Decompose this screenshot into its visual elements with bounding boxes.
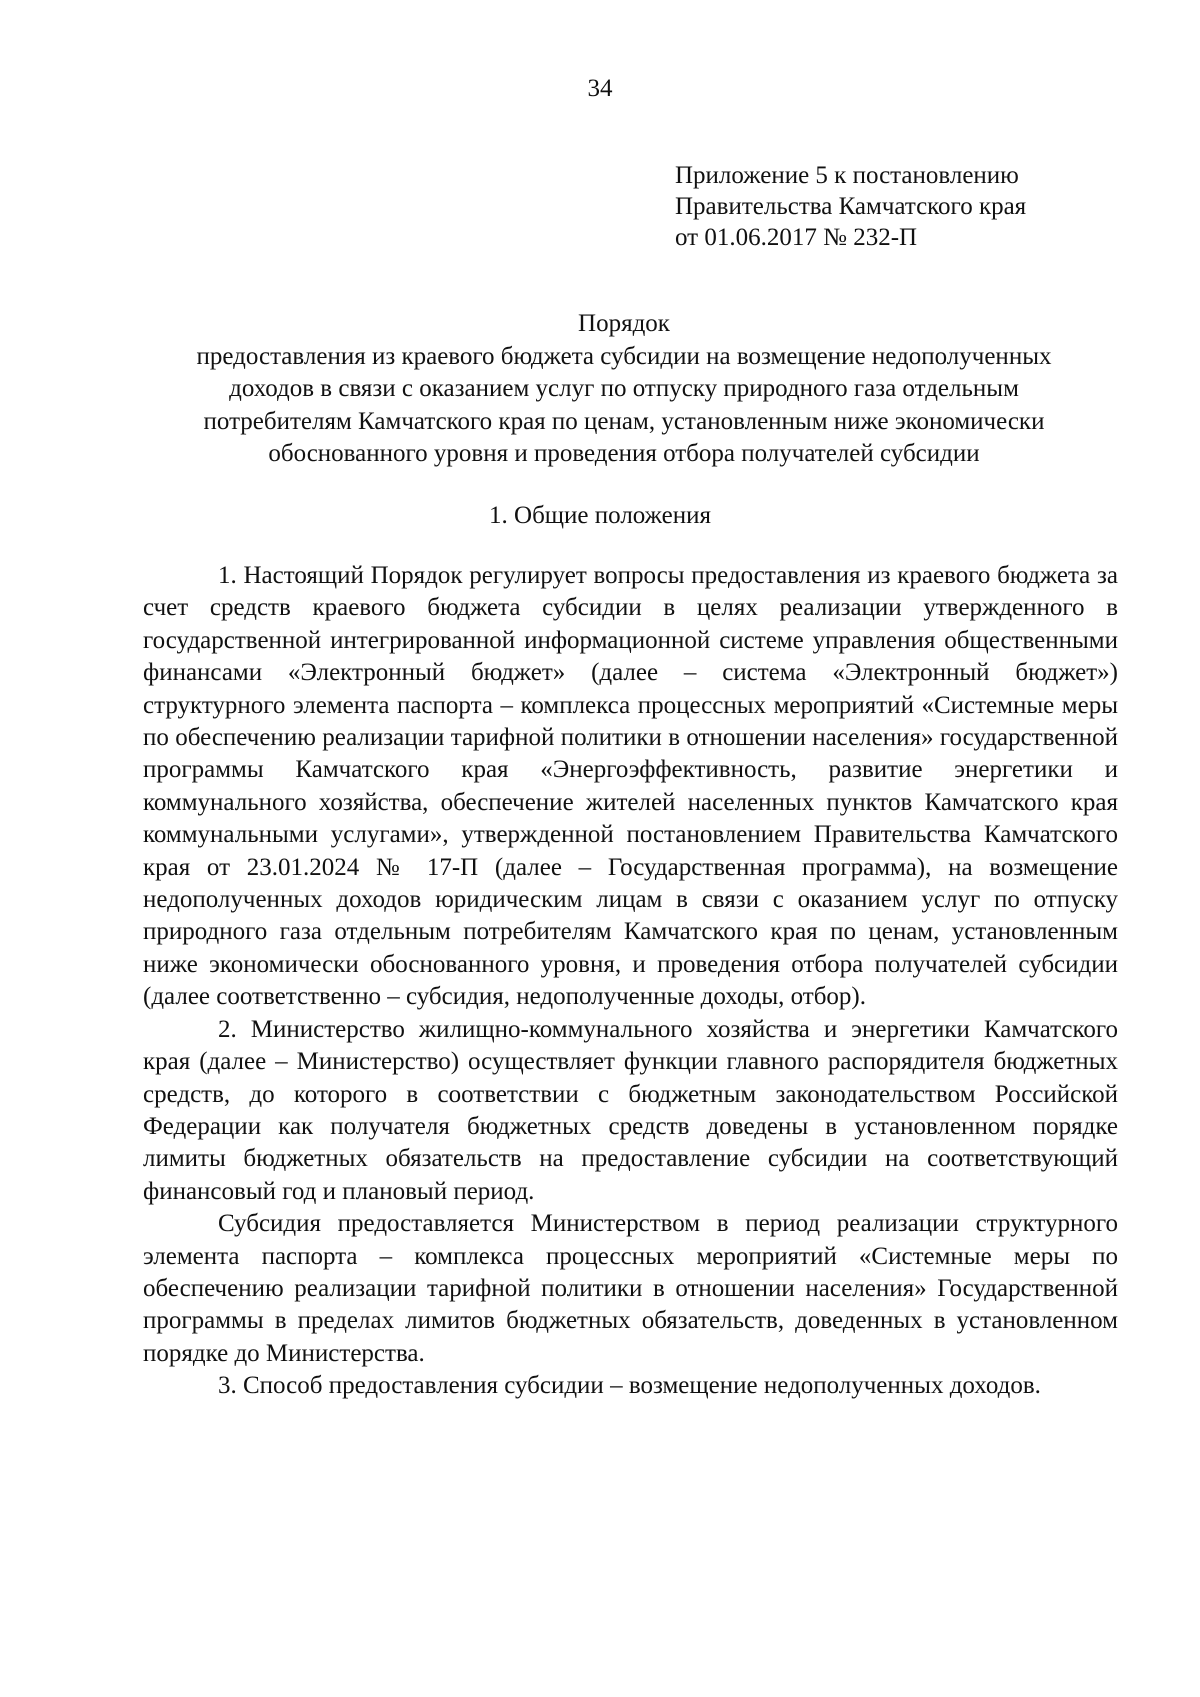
body-text [143, 560, 1118, 1403]
appendix-line: от 01.06.2017 № 232-П [675, 224, 918, 251]
title-line: обоснованного уровня и проведения отбора получателей субсидии [268, 440, 980, 467]
title-line: Порядок [578, 310, 670, 337]
title-line: предоставления из краевого бюджета субсидии на возмещение недополученных [196, 342, 1052, 370]
paragraph-3: Субсидия предоставляется Министерством в период реализации структурного элемента паспорта – комплекса процессных мероприятий «Системные меры по обеспечению реализации тарифной политики в отношении населения» Государственной программы в пределах лимитов бюджетных обязательств, доведенных в установленном порядке до Министерства. [143, 1210, 1118, 1367]
appendix-reference [675, 160, 1026, 253]
paragraph-4: 3. Способ предоставления субсидии – возмещение недополученных доходов. [218, 1372, 1041, 1400]
page-number: 34 [587, 75, 613, 102]
appendix-line: Приложение 5 к постановлению [675, 162, 1019, 189]
document-title [130, 308, 1118, 471]
title-line: потребителям Камчатского края по ценам, установленным ниже экономически [203, 407, 1045, 435]
appendix-line: Правительства Камчатского края [675, 193, 1027, 220]
paragraph-1: 1. Настоящий Порядок регулирует вопросы предоставления из краевого бюджета за счет средств краевого бюджета субсидии в целях реализации утвержденного в государственной интегрированной информационной системе управления общественными финансами «Электронный бюджет» (далее – система «Электронный бюджет») структурного элемента паспорта – комплекса процессных мероприятий «Системные меры по обеспечению реализации тарифной политики в отношении населения» государственной программы Камчатского края «Энергоэффективность, развитие энергетики и коммунального хозяйства, обеспечение жителей населенных пунктов Камчатского края коммунальными услугами», утвержденной постановлением Правительства Камчатского края от 23.01.2024 № 17-П (далее – Государственная программа), на возмещение недополученных доходов юридическим лицам в связи с оказанием услуг по отпуску природного газа отдельным потребителям Камчатского края по ценам, установленным ниже экономически обоснованного уровня, и проведения отбора получателей субсидии (далее соответственно – субсидия, недополученные доходы, отбор). [143, 562, 1118, 1011]
paragraph-2: 2. Министерство жилищно-коммунального хозяйства и энергетики Камчатского края (далее – Министерство) осуществляет функции главного распорядителя бюджетных средств, до которого в соответствии с бюджетным законодательством Российской Федерации как получателя бюджетных средств доведены в установленном порядке лимиты бюджетных обязательств на предоставление субсидии на соответствующий финансовый год и плановый период. [143, 1015, 1118, 1205]
title-line: доходов в связи с оказанием услуг по отпуску природного газа отдельным [229, 375, 1019, 402]
section-heading: 1. Общие положения [489, 502, 711, 529]
